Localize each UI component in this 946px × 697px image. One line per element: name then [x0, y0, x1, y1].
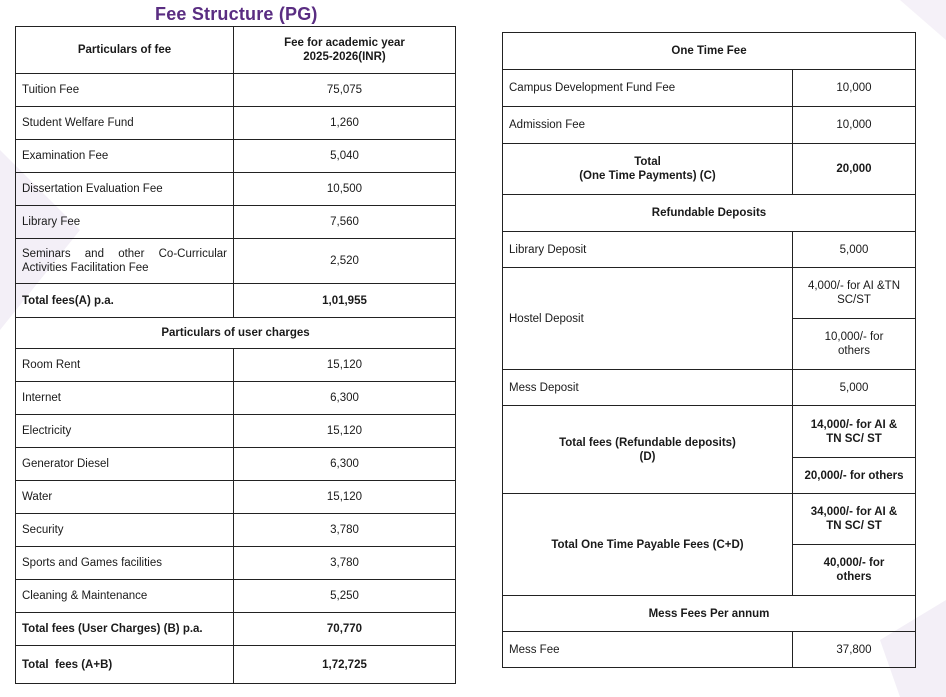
total-b-value: 70,770: [234, 613, 456, 646]
total-a-row: [16, 284, 456, 318]
user-charges-header: Particulars of user charges: [16, 318, 456, 349]
table-row: [16, 107, 456, 140]
row-label: Water: [16, 481, 234, 514]
table-row: [503, 268, 916, 319]
table-row: [16, 140, 456, 173]
total-ab-row: [16, 646, 456, 684]
total-d-value-1: 14,000/- for AI & TN SC/ ST: [793, 406, 916, 458]
mess-fee-label: Mess Fee: [503, 632, 793, 668]
one-time-header: One Time Fee: [503, 33, 916, 70]
total-cd-row: [503, 494, 916, 545]
row-value: 15,120: [234, 481, 456, 514]
row-value: 15,120: [234, 349, 456, 382]
mess-deposit-label: Mess Deposit: [503, 370, 793, 406]
total-d-row: [503, 406, 916, 458]
page-title: Fee Structure (PG): [155, 4, 318, 24]
total-d-label: Total fees (Refundable deposits) (D): [503, 406, 793, 494]
table-row: [16, 382, 456, 415]
header-particulars: Particulars of fee: [16, 27, 234, 74]
row-value: 75,075: [234, 74, 456, 107]
row-label: Electricity: [16, 415, 234, 448]
row-value: 2,520: [234, 239, 456, 284]
row-value: 6,300: [234, 382, 456, 415]
refundable-header: Refundable Deposits: [503, 195, 916, 232]
row-value: 6,300: [234, 448, 456, 481]
table-row: [16, 239, 456, 284]
row-value: 7,560: [234, 206, 456, 239]
total-b-label: Total fees (User Charges) (B) p.a.: [16, 613, 234, 646]
section-header-row: [503, 195, 916, 232]
table-row: [16, 415, 456, 448]
library-deposit-label: Library Deposit: [503, 232, 793, 268]
row-value: 3,780: [234, 514, 456, 547]
table-row: [503, 107, 916, 144]
table-row: [16, 481, 456, 514]
total-c-label: [503, 144, 793, 195]
hostel-deposit-label: Hostel Deposit: [503, 268, 793, 370]
row-label: Cleaning & Maintenance: [16, 580, 234, 613]
section-header-row: [16, 318, 456, 349]
table-row: [16, 349, 456, 382]
total-d-value-2: 20,000/- for others: [793, 458, 916, 494]
row-value: 10,000: [793, 70, 916, 107]
table-row: [16, 74, 456, 107]
total-b-row: [16, 613, 456, 646]
total-ab-value: 1,72,725: [234, 646, 456, 684]
total-c-row: [503, 144, 916, 195]
row-value: 5,040: [234, 140, 456, 173]
table-row: [16, 173, 456, 206]
total-ab-label: Total fees (A+B): [16, 646, 234, 684]
row-label: Generator Diesel: [16, 448, 234, 481]
section-header-row: [503, 596, 916, 632]
fee-table-left: [15, 26, 456, 684]
total-cd-value-2: 40,000/- for others: [793, 545, 916, 596]
section-header-row: [503, 33, 916, 70]
fee-table-right: [502, 32, 916, 668]
mess-deposit-value: 5,000: [793, 370, 916, 406]
row-label: Tuition Fee: [16, 74, 234, 107]
row-value: 10,000: [793, 107, 916, 144]
table-row: [16, 580, 456, 613]
total-c-value: 20,000: [793, 144, 916, 195]
row-label: Student Welfare Fund: [16, 107, 234, 140]
table-row: [503, 632, 916, 668]
header-fee: Fee for academic year 2025-2026(INR): [234, 27, 456, 74]
mess-fee-value: 37,800: [793, 632, 916, 668]
table-row: [503, 370, 916, 406]
total-a-label: Total fees(A) p.a.: [16, 284, 234, 318]
row-label: Library Fee: [16, 206, 234, 239]
total-cd-value-1: 34,000/- for AI & TN SC/ ST: [793, 494, 916, 545]
row-label: Admission Fee: [503, 107, 793, 144]
table-header-row: [16, 27, 456, 74]
total-c-label-line1: Total: [634, 156, 661, 168]
row-label: Examination Fee: [16, 140, 234, 173]
row-label: Seminars and other Co-Curricular Activities Facilitation Fee: [16, 239, 234, 284]
table-row: [503, 70, 916, 107]
mess-header: Mess Fees Per annum: [503, 596, 916, 632]
table-row: [16, 514, 456, 547]
library-deposit-value: 5,000: [793, 232, 916, 268]
row-value: 1,260: [234, 107, 456, 140]
row-value: 15,120: [234, 415, 456, 448]
table-row: [16, 448, 456, 481]
row-value: 10,500: [234, 173, 456, 206]
row-label: Room Rent: [16, 349, 234, 382]
total-c-label-line2: (One Time Payments) (C): [579, 170, 716, 182]
row-value: 3,780: [234, 547, 456, 580]
row-label: Sports and Games facilities: [16, 547, 234, 580]
row-label: Security: [16, 514, 234, 547]
row-value: 5,250: [234, 580, 456, 613]
table-row: [16, 206, 456, 239]
total-cd-label: Total One Time Payable Fees (C+D): [503, 494, 793, 596]
total-a-value: 1,01,955: [234, 284, 456, 318]
row-label: Internet: [16, 382, 234, 415]
table-row: [503, 232, 916, 268]
row-label: Campus Development Fund Fee: [503, 70, 793, 107]
hostel-deposit-value-1: 4,000/- for AI &TN SC/ST: [793, 268, 916, 319]
hostel-deposit-value-2: 10,000/- for others: [793, 319, 916, 370]
row-label: Dissertation Evaluation Fee: [16, 173, 234, 206]
table-row: [16, 547, 456, 580]
